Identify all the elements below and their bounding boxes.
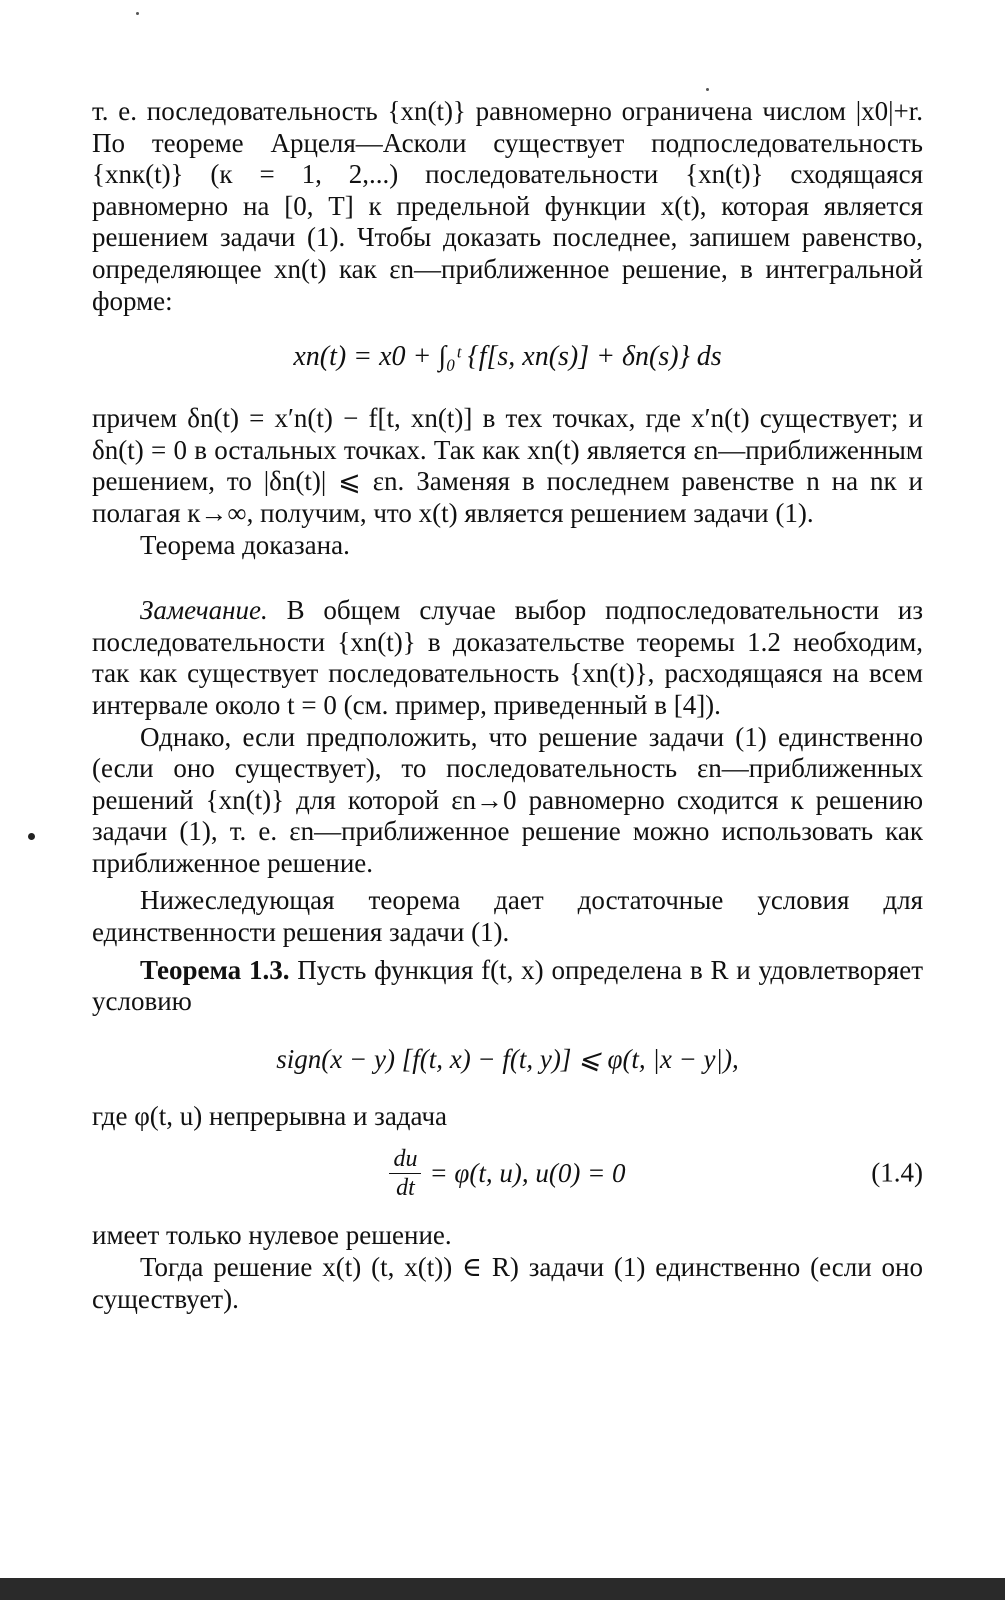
paragraph-1: т. е. последовательность {xn(t)} равномерно ограничена числом |x0|+r. По теореме Арцеля—Асколи существует подпоследовательность {xnк(t)} (к = 1, 2,...) последовательности {xn(t)} сходящаяся равномерно на [0, T] к предельной функции x(t), которая является решением задачи (1). Чтобы доказать последнее, запишем равенство, определяющее xn(t) как εn—приближенное решение, в интегральной форме: bbox=[92, 96, 923, 316]
margin-bullet-mark bbox=[28, 833, 35, 840]
fraction-denominator: dt bbox=[396, 1174, 415, 1201]
paragraph-3: Теорема доказана. bbox=[140, 529, 350, 560]
paragraph-2: причем δn(t) = x′n(t) − f[t, xn(t)] в тех точках, где x′n(t) существует; и δn(t) = 0 в остальных точках. Так как xn(t) является εn—приближенным решением, то |δn(t)| ⩽ εn. Заменяя в последнем равенстве n на nк и полагая к→∞, получим, что x(t) является решением задачи (1). bbox=[92, 403, 923, 528]
equation-condition: sign(x − y) [f(t, x) − f(t, y)] ⩽ φ(t, |x − y|), bbox=[276, 1043, 739, 1074]
paragraph-10: Тогда решение x(t) (t, x(t)) ∈ R) задачи (1) единственно (если оно существует). bbox=[92, 1252, 923, 1314]
ode-rhs: = φ(t, u), u(0) = 0 bbox=[429, 1157, 626, 1188]
remark-label: Замечание. bbox=[140, 595, 268, 626]
fraction-numerator: du bbox=[389, 1145, 421, 1174]
paragraph-8: где φ(t, u) непрерывна и задача bbox=[92, 1100, 448, 1131]
paragraph-9: имеет только нулевое решение. bbox=[92, 1220, 452, 1251]
equation-number: (1.4) bbox=[871, 1157, 923, 1188]
fraction-du-dt bbox=[389, 1145, 421, 1202]
speck-mark bbox=[706, 88, 709, 91]
paragraph-6: Нижеследующая теорема дает достаточные условия для единственности решения задачи (1). bbox=[92, 885, 923, 948]
equation-integral: xn(t) = x0 + ∫₀ᵗ {f[s, xn(s)] + δn(s)} ds bbox=[293, 341, 722, 373]
remark-paragraph bbox=[92, 595, 923, 721]
theorem-paragraph bbox=[92, 955, 923, 1018]
equation-ode bbox=[92, 1136, 923, 1210]
remark-text: В общем случае выбор подпоследовательности из последовательности {xn(t)} в доказательстве теоремы 1.2 необходим, так как существует последовательность {xn(t)}, расходящаяся на всем интервале около t = 0 (см. пример, приведенный в [4]). bbox=[92, 595, 923, 720]
paragraph-5: Однако, если предположить, что решение задачи (1) единственно (если оно существует), то последовательность εn—приближенных решений {xn(t)} для которой εn→0 равномерно сходится к решению задачи (1), т. е. εn—приближенное решение можно использовать как приближенное решение. bbox=[92, 721, 923, 878]
theorem-label: Теорема 1.3. bbox=[140, 954, 290, 985]
theorem-text: Пусть функция f(t, x) определена в R и удовлетворяет условию bbox=[92, 954, 924, 1017]
speck-mark bbox=[136, 12, 139, 15]
